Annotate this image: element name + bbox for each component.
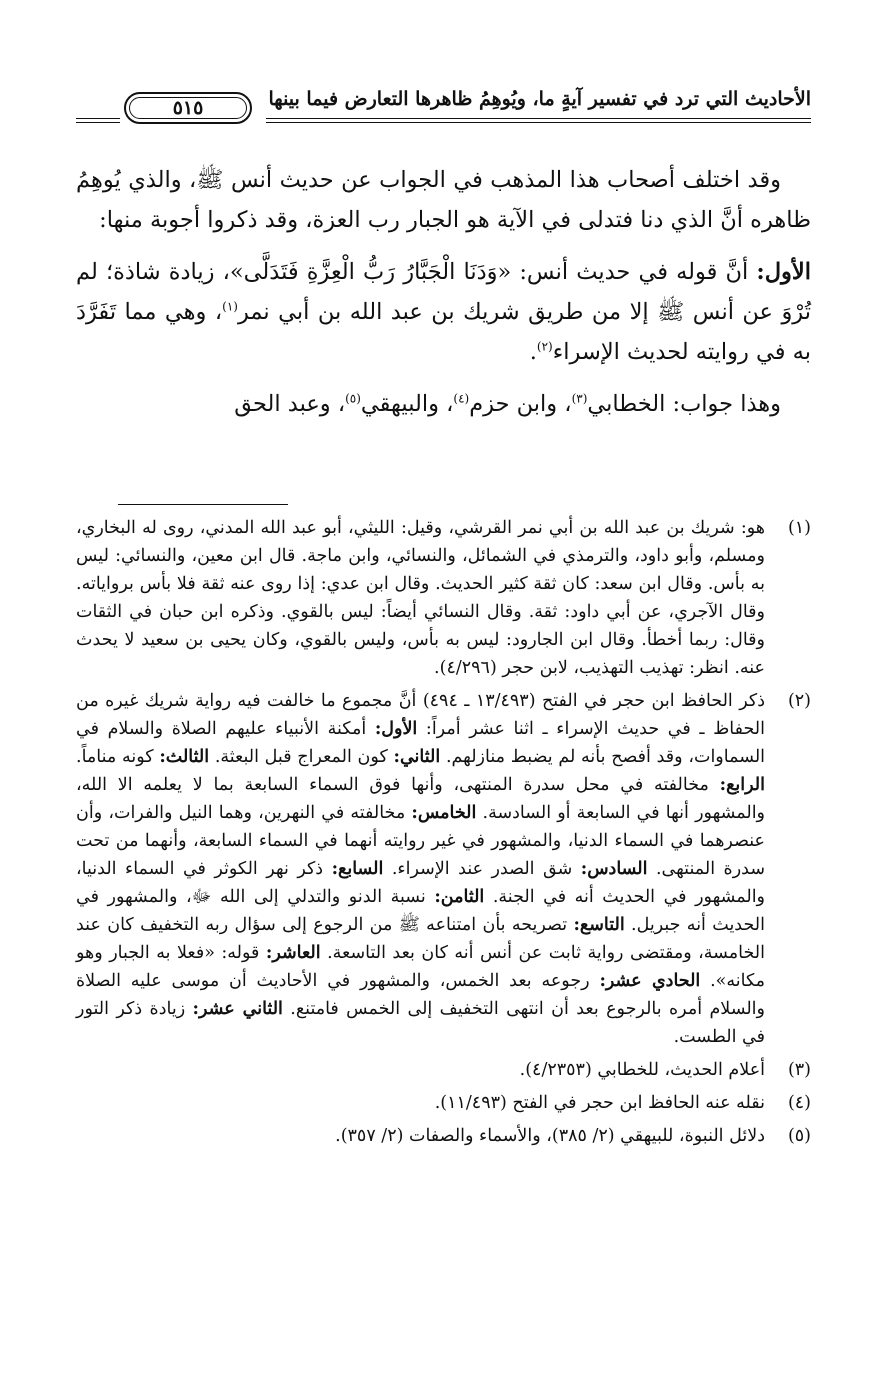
page-number: ٥١٥ (172, 97, 204, 119)
header-rule (76, 122, 120, 123)
footnote-segment: شق الصدر عند الإسراء. (383, 859, 581, 879)
footnote (76, 514, 811, 682)
footnotes (76, 514, 811, 1150)
footnote-segment: كونه مناماً. (76, 747, 160, 767)
footnote-number: (٣) (787, 1060, 811, 1080)
footnote-segment: ذكر الحافظ ابن حجر في الفتح (١٣/٤٩٣ ـ ٤٩٤) أنَّ مجموع ما خالفت فيه رواية شريك غيره من الحفاظ ـ في حديث الإسراء ـ اثنا عشر أمراً: (76, 691, 765, 739)
header-rule (76, 118, 120, 119)
footnote-keyword: الثامن: (434, 887, 485, 907)
paragraph-text: ، وعبد الحق (234, 391, 346, 417)
footnote-keyword: الحادي عشر: (599, 971, 701, 991)
footnote-number: (٤) (787, 1093, 811, 1113)
footnote-segment: رجوعه بعد الخمس، والمشهور في الأحاديث أن موسى عليه الصلاة والسلام أمره بالرجوع بعد أن انتهى التخفيف إلى الخمس فامتنع. (76, 971, 765, 1019)
footnote-segment: أمكنة الأنبياء عليهم الصلاة والسلام في السماوات، وقد أفصح بأنه لم يضبط منازلهم. (76, 719, 766, 767)
running-header (76, 86, 811, 126)
footnote (76, 1056, 811, 1084)
footnote-ref[interactable]: (٣) (571, 391, 588, 406)
paragraph-text: ، وهي مما تَفَرَّدَ به في روايته لحديث الإسراء (76, 299, 811, 365)
main-text (76, 160, 811, 424)
footnote (76, 687, 811, 1051)
footnote (76, 1089, 811, 1117)
footnote-ref[interactable]: (١) (222, 299, 238, 314)
header-rule (266, 118, 811, 119)
paragraph: وقد اختلف أصحاب هذا المذهب في الجواب عن حديث أنس ﷺ، والذي يُوهِمُ ظاهره أنَّ الذي دنا فتدلى في الآية هو الجبار رب العزة، وقد ذكروا أجوبة منها: (76, 167, 811, 233)
footnote-segment: زيادة ذكر التور في الطست. (76, 999, 765, 1047)
footnote-segment: قوله: «فعلا به الجبار وهو مكانه». (76, 943, 765, 991)
footnote-ref[interactable]: (٥) (345, 391, 361, 406)
footnote-ref[interactable]: (٤) (453, 391, 470, 406)
footnote-keyword: العاشر: (265, 943, 321, 963)
footnote-number: (١) (787, 518, 811, 538)
footnote-text: أعلام الحديث، للخطابي (٤/٢٣٥٣). (519, 1060, 765, 1080)
paragraph-text: . (529, 339, 537, 365)
footnote-segment: ذكر نهر الكوثر في السماء الدنيا، والمشهور في الحديث أنه في الجنة. (76, 859, 766, 907)
paragraph-text: وهذا جواب: الخطابي (587, 391, 781, 417)
footnote-text (76, 687, 765, 1051)
paragraph-text: ، والبيهقي (360, 391, 454, 417)
paragraph-text: ، وابن حزم (469, 391, 572, 417)
paragraph (76, 384, 811, 424)
footnote-text: نقله عنه الحافظ ابن حجر في الفتح (١١/٤٩٣). (434, 1093, 765, 1113)
footnote-segment: كون المعراج قبل البعثة. (209, 747, 394, 767)
footnote-segment: مخالفته في النهرين، وهما النيل والفرات، وأن عنصرهما في السماء الدنيا، والمشهور في غير روايته أنهما في السماء السابعة، وأنهما من تحت سدرة المنتهى. (76, 803, 765, 879)
paragraph-text: أنَّ قوله في حديث أنس: «وَدَنَا الْجَبَّارُ رَبُّ الْعِزَّةِ فَتَدَلَّى»، زيادة شاذة؛ لم تُرْوَ عن أنس ﷺ إلا من طريق شريك بن عبد الله بن أبي نمر (76, 259, 811, 325)
footnote-keyword: الثاني: (393, 747, 441, 767)
footnote-keyword: الثالث: (159, 747, 210, 767)
footnote-keyword: السابع: (331, 859, 384, 879)
header-rule (266, 122, 811, 123)
footnote-ref[interactable]: (٢) (536, 339, 553, 354)
page-number-frame (124, 92, 252, 124)
footnote (76, 1122, 811, 1150)
footnote-text: هو: شريك بن عبد الله بن أبي نمر القرشي، وقيل: الليثي، أبو عبد الله المدني، روى له البخاري، ومسلم، وأبو داود، والترمذي في الشمائل، والنسائي، وابن ماجة. قال ابن معين، والنسائي: ليس به بأس. وقال ابن سعد: كان ثقة كثير الحديث. وقال ابن عدي: إذا روى عنه ثقة فلا بأس برواياته. وقال الآجري، عن أبي داود: ثقة. وقال النسائي أيضاً: ليس بالقوي. وذكره ابن حبان في الثقات وقال: ربما أخطأ. وقال ابن الجارود: ليس به بأس، وليس بالقوي، وكان يحيى بن سعيد لا يحدث عنه. انظر: تهذيب التهذيب، لابن حجر (٤/٢٩٦). (76, 518, 765, 678)
footnote-number: (٥) (787, 1126, 811, 1146)
footnote-keyword: الرابع: (719, 775, 765, 795)
footnote-keyword: التاسع: (573, 915, 625, 935)
footnote-keyword: الثاني عشر: (192, 999, 283, 1019)
footnote-segment: تصريحه بأن امتناعه ﷺ من الرجوع إلى سؤال ربه التخفيف كان عند الخامسة، ومقتضى رواية ثابت عن أنس أنه كان بعد التاسعة. (76, 915, 765, 963)
footnote-number: (٢) (787, 691, 811, 711)
footnote-keyword: السادس: (580, 859, 648, 879)
footnote-text: دلائل النبوة، للبيهقي (٢/ ٣٨٥)، والأسماء والصفات (٢/ ٣٥٧). (335, 1126, 765, 1146)
running-header-title: الأحاديث التي ترد في تفسير آيةٍ ما، ويُوهِمُ ظاهرها التعارض فيما بينها (268, 88, 811, 110)
footnote-segment: مخالفته في محل سدرة المنتهى، وأنها فوق السماء السابعة بما لا يعلمه الا الله، والمشهور أنها في السابعة أو السادسة. (76, 775, 766, 823)
footnote-separator (118, 504, 288, 505)
footnote-segment: نسبة الدنو والتدلي إلى الله ﷻ، والمشهور في الحديث أنه جبريل. (76, 887, 765, 935)
paragraph (76, 252, 811, 372)
paragraph-lead: الأول: (756, 259, 811, 285)
footnote-keyword: الخامس: (411, 803, 477, 823)
footnote-keyword: الأول: (374, 719, 418, 739)
